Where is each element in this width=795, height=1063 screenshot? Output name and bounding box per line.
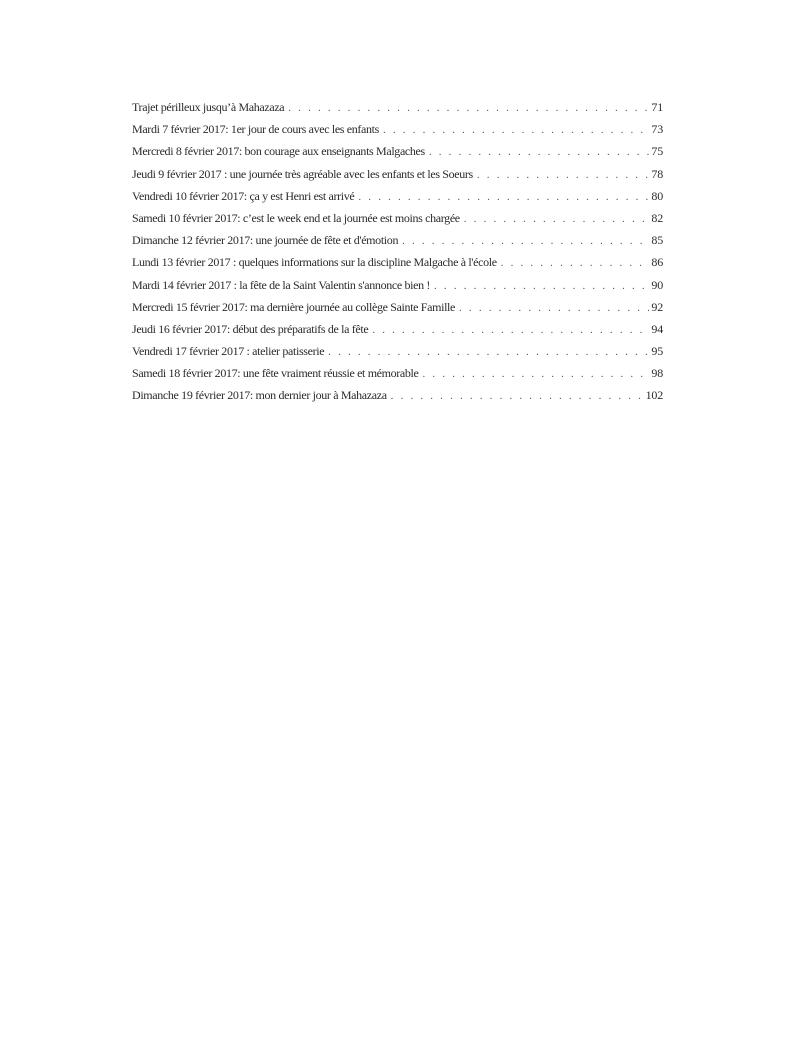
toc-entry-page: 82 <box>651 210 663 225</box>
toc-dot-leader <box>328 346 650 358</box>
toc-entry-title: Mardi 7 février 2017: 1er jour de cours avec les enfants <box>132 122 379 137</box>
toc-entry-title: Samedi 18 février 2017: une fête vraiment réussie et mémorable <box>132 366 419 381</box>
toc-entry-title: Dimanche 19 février 2017: mon dernier jour à Mahazaza <box>132 388 387 403</box>
toc-entry <box>132 167 663 189</box>
toc-entry-page: 85 <box>651 233 663 248</box>
toc-entry-page: 73 <box>651 122 663 137</box>
toc-entry-title: Mercredi 8 février 2017: bon courage aux enseignants Malgaches <box>132 144 425 159</box>
toc-dot-leader <box>459 302 650 314</box>
toc-entry <box>132 300 663 322</box>
toc-entry-page: 102 <box>645 388 663 403</box>
toc-entry <box>132 278 663 300</box>
toc-entry-title: Mardi 14 février 2017 : la fête de la Saint Valentin s'annonce bien ! <box>132 277 431 292</box>
toc-entry-page: 90 <box>651 277 663 292</box>
toc-entry-title: Trajet périlleux jusqu’à Mahazaza <box>132 100 285 114</box>
toc-entry-title: Samedi 10 février 2017: c’est le week end et la journée est moins chargée <box>132 210 460 225</box>
toc-entry <box>132 189 663 211</box>
toc-entry <box>132 233 663 255</box>
toc-entry-page: 92 <box>651 299 663 314</box>
toc-entry-title: Vendredi 17 février 2017 : atelier patisserie <box>132 344 325 359</box>
toc-dot-leader <box>402 235 650 247</box>
toc-entry-title: Lundi 13 février 2017 : quelques informations sur la discipline Malgache à l'école <box>132 255 497 270</box>
toc-entry-page: 86 <box>651 255 663 270</box>
toc-dot-leader <box>383 124 650 136</box>
toc-dot-leader <box>372 324 650 336</box>
toc-entry-page: 80 <box>651 188 663 203</box>
toc-dot-leader <box>358 191 650 203</box>
toc-entry <box>132 366 663 388</box>
toc-entry-title: Jeudi 9 février 2017 : une journée très agréable avec les enfants et les Soeurs <box>132 166 473 181</box>
toc-dot-leader <box>429 146 651 158</box>
toc-dot-leader <box>434 280 650 292</box>
toc-entry <box>132 144 663 166</box>
toc-entry <box>132 322 663 344</box>
toc-dot-leader <box>464 213 651 225</box>
toc-entry-page: 71 <box>651 100 663 114</box>
toc-entry-page: 94 <box>651 321 663 336</box>
toc-entry <box>132 122 663 144</box>
toc-entry-title: Vendredi 10 février 2017: ça y est Henri est arrivé <box>132 188 355 203</box>
toc-entry-title: Mercredi 15 février 2017: ma dernière journée au collège Sainte Famille <box>132 299 456 314</box>
toc-dot-leader <box>391 390 645 402</box>
toc-dot-leader <box>477 169 651 181</box>
toc-entry-page: 78 <box>651 166 663 181</box>
toc-dot-leader <box>288 102 650 114</box>
toc-entry <box>132 255 663 277</box>
toc-entry-title: Jeudi 16 février 2017: début des préparatifs de la fête <box>132 321 369 336</box>
toc-entry <box>132 344 663 366</box>
toc-entry-page: 95 <box>651 344 663 359</box>
toc-entry-title: Dimanche 12 février 2017: une journée de fête et d'émotion <box>132 233 399 248</box>
toc-entry <box>132 100 663 122</box>
toc-entry <box>132 388 663 410</box>
toc-entry <box>132 211 663 233</box>
toc-entry-page: 75 <box>651 144 663 159</box>
table-of-contents <box>132 100 663 411</box>
toc-dot-leader <box>501 257 651 269</box>
toc-dot-leader <box>423 368 651 380</box>
toc-entry-page: 98 <box>651 366 663 381</box>
